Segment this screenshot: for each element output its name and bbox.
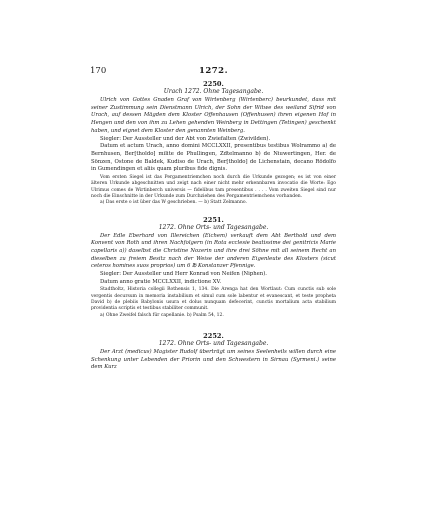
charter-summary: Der Edle Eberhard von Illereichen (Eichem) verkauft dem Abt Berthold und dem Konvent von Roth und ihren Nachfolgern (in Rota ecclesie beatissime dei genitricis Marie capellaris a)) daselbst die Christine Nozerin und ihre drei Söhne mit all seinem Recht an dieselben zu freiem Besitz nach der Weise der anderen Eigenleute des Klosters (sicut ceteros homines suos proprios) um 6 ℔ Konstanzer Pfennige. [91,232,336,270]
charter-number: 2252. [203,331,224,340]
text-column [91,80,336,372]
charter-datum: Datum et actum Urach, anno domini MCCLXXII, presentibus testibus Wolrammo a) de Bernhusen, Ber[tholdo] milite de Phullingen, Zdtelmanno b) de Niuwertingen, Her. de Sönzen, Ostone de Baldek, Kudiso de Urach, Ber[tholdo] de Lichenstain, decano Rödolfo in Gumendingen et aliis quam pluribus fide dignis. [91,143,336,173]
charter-date: 1272. Ohne Orts- und Tagesangabe. [158,339,269,347]
charter-date: 1272. Ohne Orts- und Tagesangabe. [158,223,269,231]
charter-note: Vom ersten Siegel ist das Pergamentriemchen noch durch die Urkunde gezogen; es ist von einer älteren Urkunde abgeschnitten und zeigt nach einer nicht mehr erkennbaren invocatio die Worte: Ego Ulrimus comes de Wirtinberch universis — fidelibus tam presentibus . . . . Vom zweiten Siegel sind nur noch die Einschnitte in der Urkunde zum Durchziehen des Pergamentriemchens vorhanden. [91,175,336,199]
charter-2251 [91,216,336,319]
charter-2252 [91,332,336,372]
charter-date: Urach 1272. Ohne Tagesangabe. [163,88,264,95]
charter-footnotes: a) Das erste o ist über das W geschrieben. — b) Statt Zelmanno. [100,200,247,206]
charter-seal: Siegler: Der Aussteller und Herr Konrad von Neifen (Niphen). [100,271,267,278]
charter-number: 2251. [203,215,224,224]
running-head-year: 1272. [198,66,229,76]
charter-2250 [91,80,336,207]
charter-summary: Ulrich von Gottes Gnaden Graf von Wirtenberg (Wirtenberc) beurkundet, dass mit seiner Zustimmung sein Dienstmann Ulrich, der Sohn der Witwe des weiland Sifrid von Urach, auf dessen Mägden dem Kloster Offenhausen (Offenhusen) ihren eigenen Hof in Hengen und den von ihm zu Lehen gehenden Weinberg in Dettingen (Tetingen) geschenkt haben, und eignet dem Kloster den genannten Weinberg. [91,97,336,134]
page-header [0,66,427,78]
charter-note: Stadtholtz, Historia collegii Rothensis 1, 134. Die Arenga hat den Wortlaut: Cum cunctis sub sole vergentis decursum in memoria instabilium et simul cum sole labentur et evanescant, et teste propheta David b) de plebiis Babylonis usura et dolus nunquam defecerint, cunctis mortalium acta stabilium providentia scriptis et testibus stabiliter communit. [91,287,336,312]
charter-datum: Datum anno gratie MCCLXXII, indictione XV. [100,278,222,285]
charter-number: 2250. [203,80,224,88]
charter-footnotes: a) Ohne Zweifel falsch für capellanie. b) Psalm 54, 12. [100,312,224,318]
charter-summary: Der Arzt (medicus) Magister Rudolf überträgt um seines Seelenheils willen durch eine Schenkung unter Lebenden der Priorin und den Schwestern in Sirnau (Syrmeni.) seine dem Kurz [91,348,336,371]
page-number: 170 [90,66,107,76]
charter-seal: Siegler: Der Aussteller und der Abt von Zwiefalten (Zwivilden). [100,135,271,142]
